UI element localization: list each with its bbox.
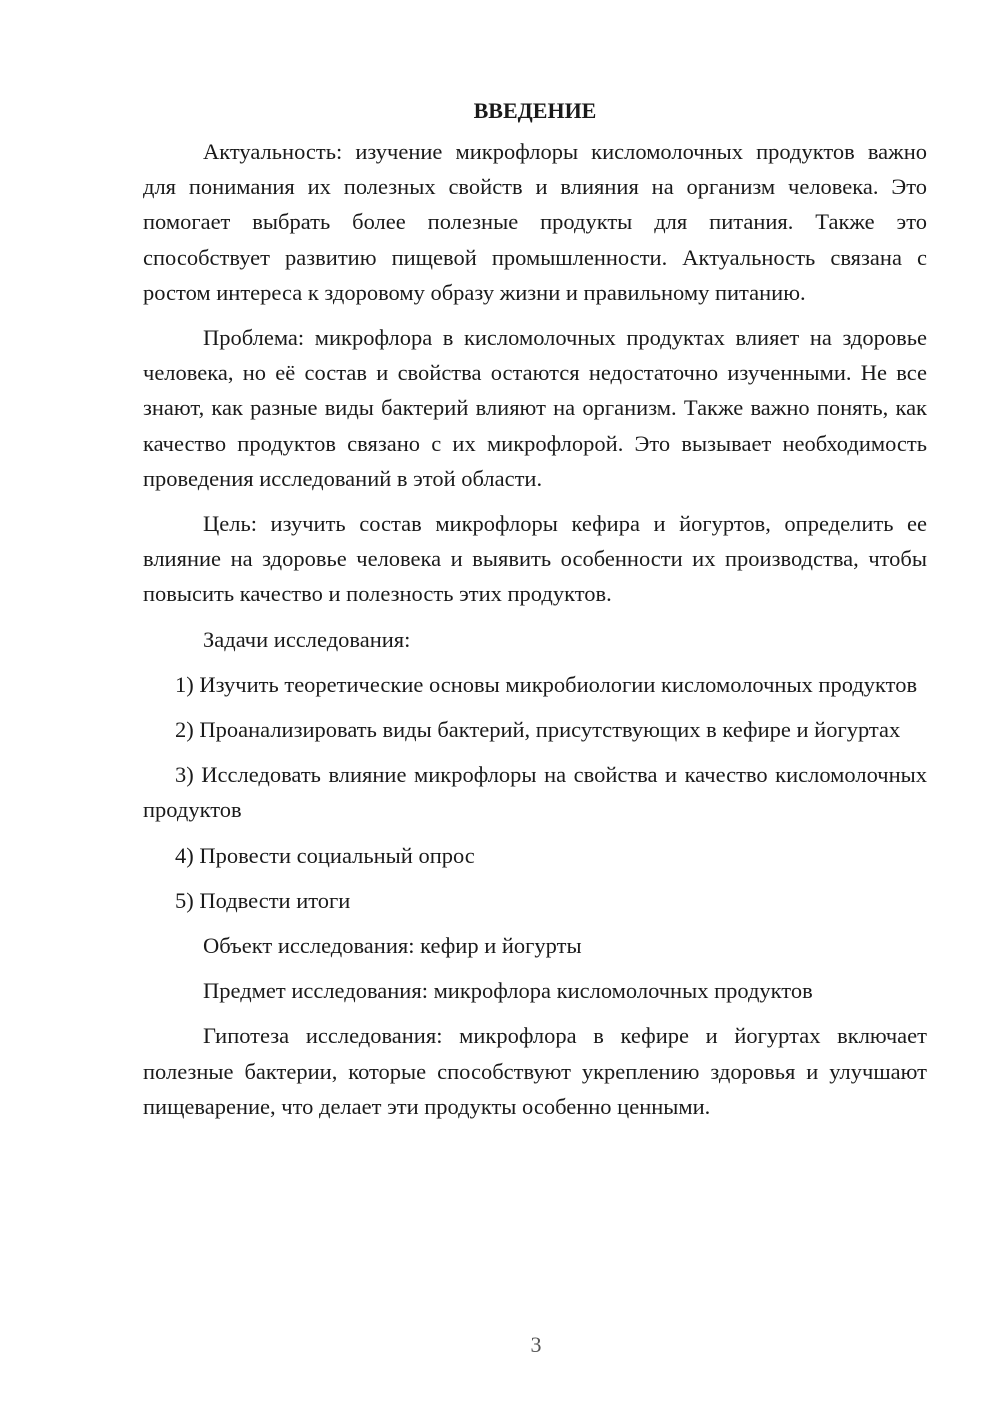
list-item: 3) Исследовать влияние микрофлоры на свойства и качество кисломолочных продуктов bbox=[143, 762, 927, 823]
document-page bbox=[143, 92, 927, 1134]
subject-paragraph: Предмет исследования: микрофлора кисломолочных продуктов bbox=[203, 978, 813, 1004]
list-item: 2) Проанализировать виды бактерий, присутствующих в кефире и йогуртах bbox=[175, 717, 901, 743]
page-title: ВВЕДЕНИЕ bbox=[473, 98, 597, 123]
list-item: 5) Подвести итоги bbox=[175, 887, 351, 913]
goal-paragraph: Цель: изучить состав микрофлоры кефира и йогуртов, определить ее влияние на здоровье человека и выявить особенности их производства, чтобы повысить качество и полезность этих продуктов. bbox=[143, 511, 927, 607]
list-item: 1) Изучить теоретические основы микробиологии кисломолочных продуктов bbox=[175, 671, 918, 697]
tasks-list bbox=[143, 667, 927, 918]
page-number: 3 bbox=[530, 1332, 542, 1357]
hypothesis-paragraph: Гипотеза исследования: микрофлора в кефире и йогуртах включает полезные бактерии, которые способствуют укреплению здоровья и улучшают пищеварение, что делает эти продукты особенно ценными. bbox=[143, 1023, 927, 1119]
relevance-paragraph: Актуальность: изучение микрофлоры кисломолочных продуктов важно для понимания их полезных свойств и влияния на организм человека. Это помогает выбрать более полезные продукты для питания. Также это способствует развитию пищевой промышленности. Актуальность связана с ростом интереса к здоровому образу жизни и правильному питанию. bbox=[143, 139, 927, 305]
object-paragraph: Объект исследования: кефир и йогурты bbox=[203, 933, 582, 959]
tasks-heading: Задачи исследования: bbox=[203, 626, 411, 652]
list-item: 4) Провести социальный опрос bbox=[175, 842, 475, 868]
problem-paragraph: Проблема: микрофлора в кисломолочных продуктах влияет на здоровье человека, но её состав и свойства остаются недостаточно изученными. Не все знают, как разные виды бактерий влияют на организм. Также важно понять, как качество продуктов связано с их микрофлорой. Это вызывает необходимость проведения исследований в этой области. bbox=[143, 325, 927, 491]
